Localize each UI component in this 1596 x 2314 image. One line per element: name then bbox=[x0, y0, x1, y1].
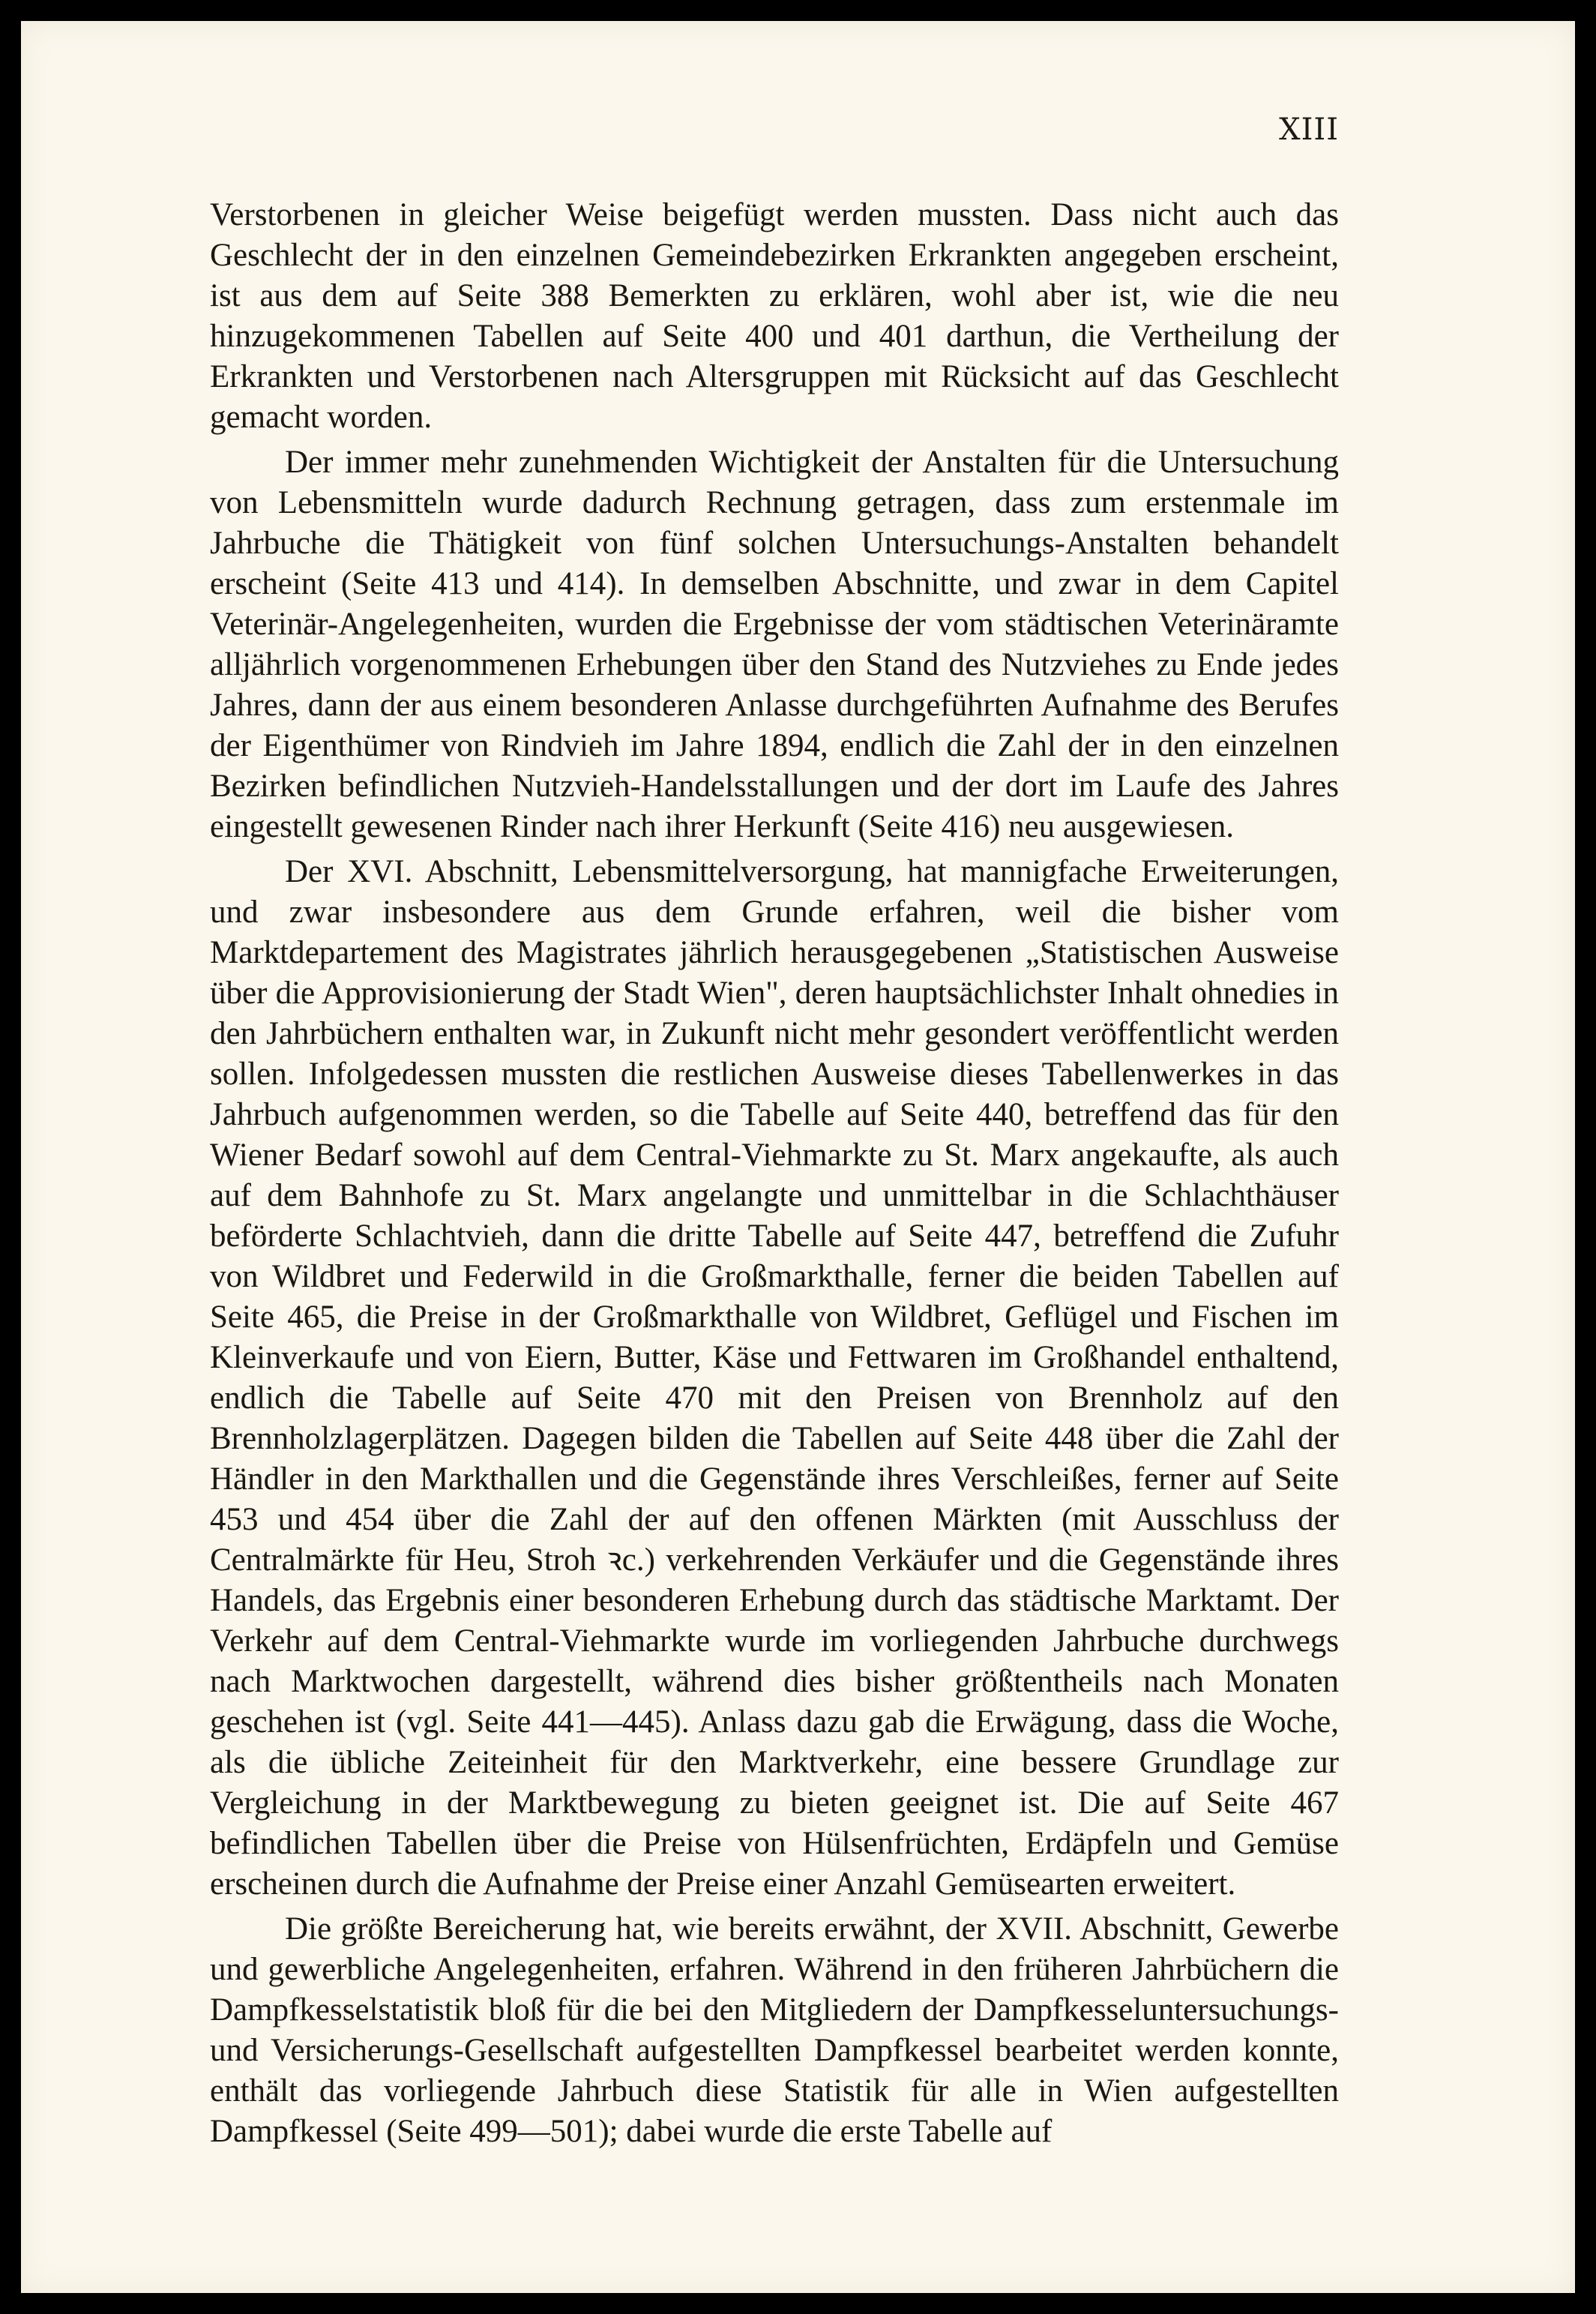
body-text bbox=[210, 195, 1339, 2152]
paragraph-3: Der XVI. Abschnitt, Lebensmittelversorgung, hat mannigfache Erweiterungen, und zwar insbesondere aus dem Grunde erfahren, weil die bisher vom Marktdepartement des Magistrates jährlich herausgegebenen „Statistischen Ausweise über die Approvisionierung der Stadt Wien", deren hauptsächlichster Inhalt ohnedies in den Jahrbüchern enthalten war, in Zukunft nicht mehr gesondert veröffentlicht werden sollen. Infolgedessen mussten die restlichen Ausweise dieses Tabellenwerkes in das Jahrbuch aufgenommen werden, so die Tabelle auf Seite 440, betreffend das für den Wiener Bedarf sowohl auf dem Central-Viehmarkte zu St. Marx angekaufte, als auch auf dem Bahnhofe zu St. Marx angelangte und unmittelbar in die Schlachthäuser beförderte Schlachtvieh, dann die dritte Tabelle auf Seite 447, betreffend die Zufuhr von Wildbret und Federwild in die Großmarkthalle, ferner die beiden Tabellen auf Seite 465, die Preise in der Großmarkthalle von Wildbret, Geflügel und Fischen im Kleinverkaufe und von Eiern, Butter, Käse und Fettwaren im Großhandel enthaltend, endlich die Tabelle auf Seite 470 mit den Preisen von Brennholz auf den Brennholzlagerplätzen. Dagegen bilden die Tabellen auf Seite 448 über die Zahl der Händler in den Markthallen und die Gegenstände ihres Verschleißes, ferner auf Seite 453 und 454 über die Zahl der auf den offenen Märkten (mit Ausschluss der Centralmärkte für Heu, Stroh ꝛc.) verkehrenden Verkäufer und die Gegenstände ihres Handels, das Ergebnis einer besonderen Erhebung durch das städtische Marktamt. Der Verkehr auf dem Central-Viehmarkte wurde im vorliegenden Jahrbuche durchwegs nach Marktwochen dargestellt, während dies bisher größtentheils nach Monaten geschehen ist (vgl. Seite 441—445). Anlass dazu gab die Erwägung, dass die Woche, als die übliche Zeiteinheit für den Marktverkehr, eine bessere Grundlage zur Vergleichung in der Marktbewegung zu bieten geeignet ist. Die auf Seite 467 befindlichen Tabellen über die Preise von Hülsenfrüchten, Erdäpfeln und Gemüse erscheinen durch die Aufnahme der Preise einer Anzahl Gemüsearten erweitert. bbox=[210, 854, 1339, 1902]
page-number: XIII bbox=[1279, 112, 1339, 147]
page-sheet bbox=[21, 21, 1575, 2293]
paragraph-2: Der immer mehr zunehmenden Wichtigkeit der Anstalten für die Untersuchung von Lebensmitteln wurde dadurch Rechnung getragen, dass zum erstenmale im Jahrbuche die Thätigkeit von fünf solchen Untersuchungs-Anstalten behandelt erscheint (Seite 413 und 414). In demselben Abschnitte, und zwar in dem Capitel Veterinär-Angelegenheiten, wurden die Ergebnisse der vom städtischen Veterinäramte alljährlich vorgenommenen Erhebungen über den Stand des Nutzviehes zu Ende jedes Jahres, dann der aus einem besonderen Anlasse durchgeführten Aufnahme des Berufes der Eigenthümer von Rindvieh im Jahre 1894, endlich die Zahl der in den einzelnen Bezirken befindlichen Nutzvieh-Handelsstallungen und der dort im Laufe des Jahres eingestellt gewesenen Rinder nach ihrer Herkunft (Seite 416) neu ausgewiesen. bbox=[210, 445, 1339, 844]
paragraph-1: Verstorbenen in gleicher Weise beigefügt werden mussten. Dass nicht auch das Geschlecht der in den einzelnen Gemeindebezirken Erkrankten angegeben erscheint, ist aus dem auf Seite 388 Bemerkten zu erklären, wohl aber ist, wie die neu hinzugekommenen Tabellen auf Seite 400 und 401 darthun, die Vertheilung der Erkrankten und Verstorbenen nach Altersgruppen mit Rücksicht auf das Geschlecht gemacht worden. bbox=[210, 197, 1339, 435]
paragraph-4: Die größte Bereicherung hat, wie bereits erwähnt, der XVII. Abschnitt, Gewerbe und gewerbliche Angelegenheiten, erfahren. Während in den früheren Jahrbüchern die Dampfkesselstatistik bloß für die bei den Mitgliedern der Dampfkesseluntersuchungs- und Versicherungs-Gesellschaft aufgestellten Dampfkessel bearbeitet werden konnte, enthält das vorliegende Jahrbuch diese Statistik für alle in Wien aufgestellten Dampfkessel (Seite 499—501); dabei wurde die erste Tabelle auf bbox=[210, 1911, 1339, 2149]
